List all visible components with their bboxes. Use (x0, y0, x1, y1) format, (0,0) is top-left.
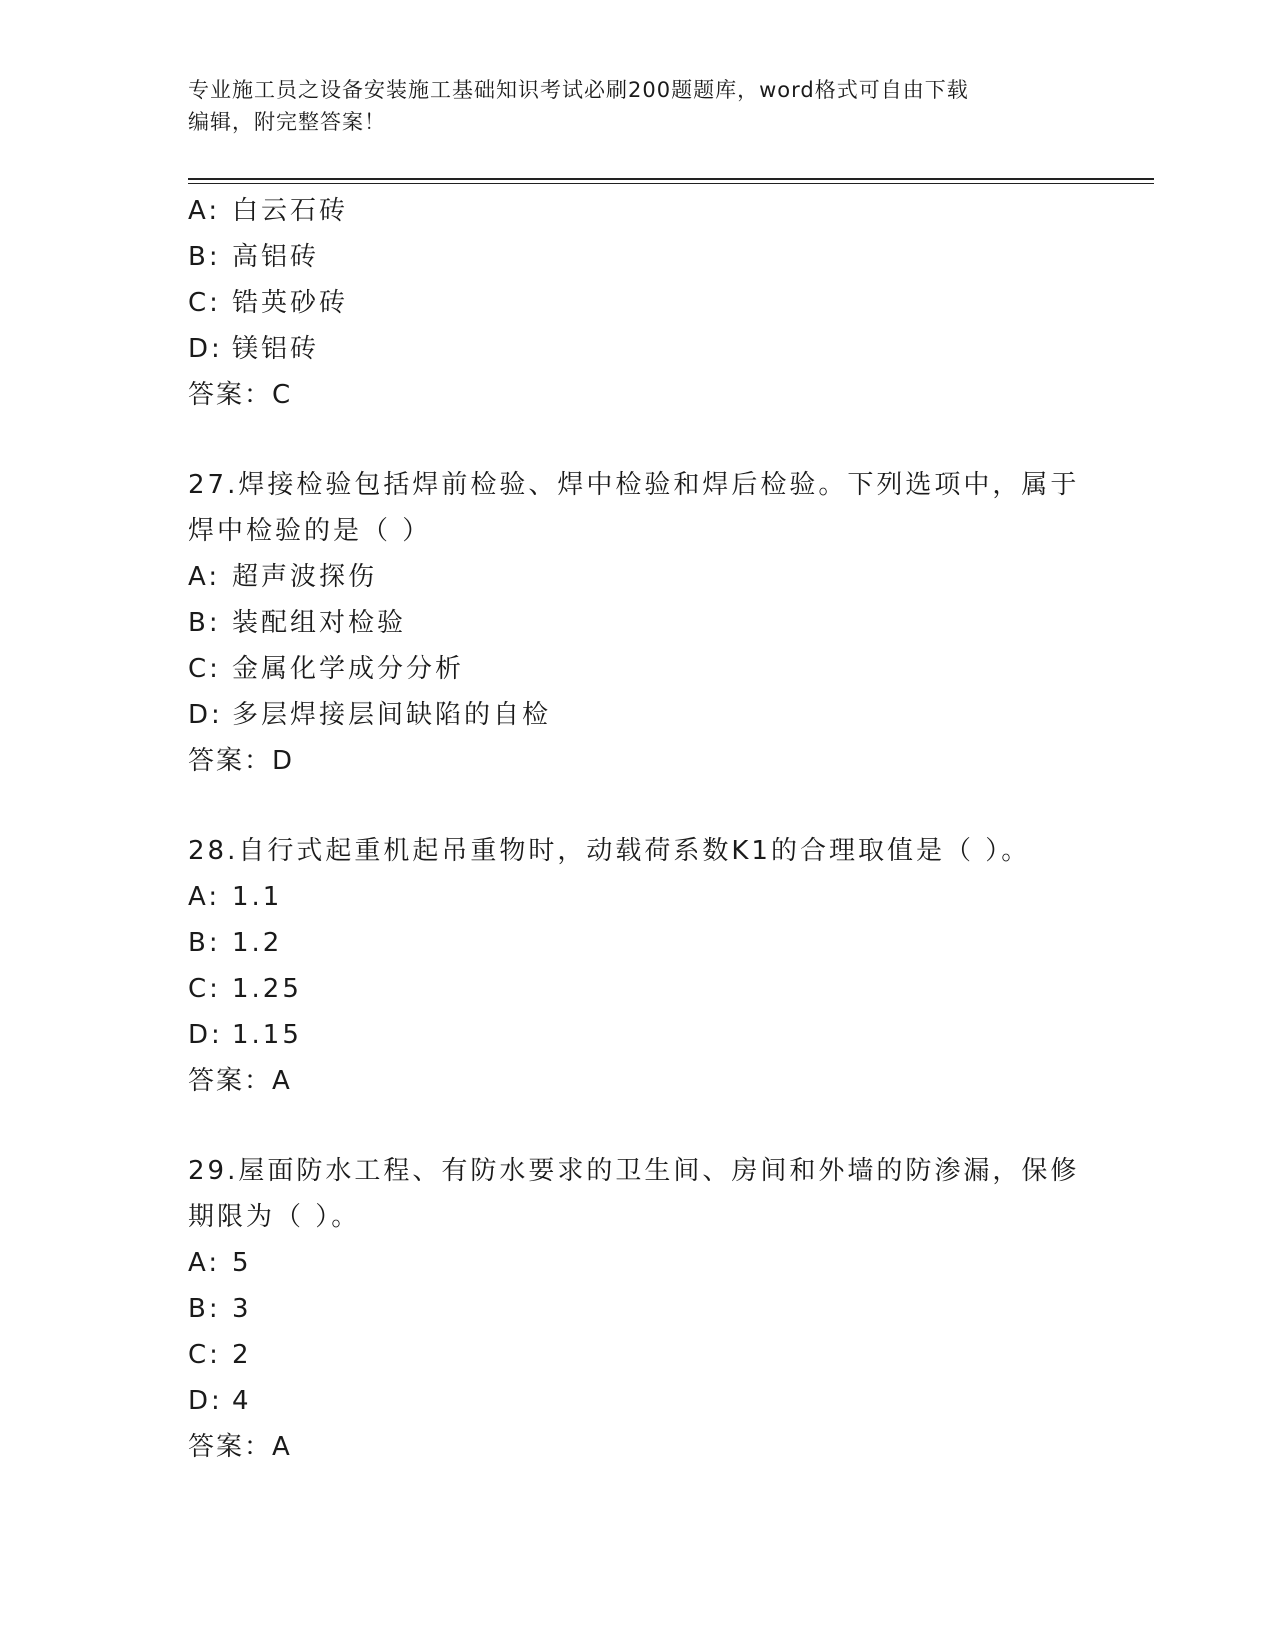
answer-line: 答案：A (188, 1066, 292, 1096)
question-29 (188, 1148, 1088, 1470)
option-a (188, 554, 1088, 600)
answer-line: 答案：D (188, 746, 295, 776)
option-text: 锆英砂砖 (232, 288, 349, 318)
option-letter: C: (188, 1340, 221, 1370)
question-28 (188, 828, 1088, 1104)
option-text: 装配组对检验 (232, 608, 407, 638)
option-letter: A: (188, 196, 221, 226)
question-stem-line-1: 27.焊接检验包括焊前检验、焊中检验和焊后检验。下列选项中，属于 (188, 470, 1080, 500)
option-text: 超声波探伤 (232, 562, 378, 592)
header-divider-thick (188, 178, 1154, 180)
option-a (188, 874, 1088, 920)
option-a (188, 1240, 1088, 1286)
option-letter: B: (188, 608, 221, 638)
option-d (188, 1378, 1088, 1424)
option-text: 1.2 (232, 928, 283, 958)
option-text: 2 (232, 1340, 252, 1370)
question-stem-line-1: 28.自行式起重机起吊重物时，动载荷系数K1的合理取值是（ ）。 (188, 836, 1031, 866)
answer-line: 答案：C (188, 380, 293, 410)
option-text: 金属化学成分分析 (232, 654, 465, 684)
option-text: 1.25 (232, 974, 302, 1004)
option-text: 白云石砖 (232, 196, 349, 226)
option-letter: D: (188, 1020, 223, 1050)
option-a (188, 188, 1088, 234)
option-c (188, 1332, 1088, 1378)
option-text: 3 (232, 1294, 252, 1324)
option-c (188, 966, 1088, 1012)
option-b (188, 1286, 1088, 1332)
spacer (188, 784, 1088, 828)
header-line-2: 编辑，附完整答案！ (188, 110, 386, 134)
option-c (188, 280, 1088, 326)
option-text: 1.15 (232, 1020, 302, 1050)
option-c (188, 646, 1088, 692)
question-27 (188, 462, 1088, 784)
option-d (188, 1012, 1088, 1058)
option-b (188, 234, 1088, 280)
option-letter: D: (188, 334, 223, 364)
answer-line: 答案：A (188, 1432, 292, 1462)
option-letter: C: (188, 654, 221, 684)
option-letter: A: (188, 562, 221, 592)
option-text: 多层焊接层间缺陷的自检 (232, 700, 552, 730)
option-letter: B: (188, 1294, 221, 1324)
option-letter: A: (188, 1248, 221, 1278)
option-b (188, 920, 1088, 966)
option-text: 1.1 (232, 882, 283, 912)
option-letter: C: (188, 974, 221, 1004)
question-stem-line-1: 29.屋面防水工程、有防水要求的卫生间、房间和外墙的防渗漏，保修 (188, 1156, 1080, 1186)
option-letter: D: (188, 700, 223, 730)
option-letter: C: (188, 288, 221, 318)
option-text: 5 (232, 1248, 252, 1278)
question-stem-line-2: 焊中检验的是（ ） (188, 516, 432, 546)
option-letter: B: (188, 928, 221, 958)
spacer (188, 418, 1088, 462)
header-divider-thin (188, 183, 1154, 184)
question-stem-line-2: 期限为（ ）。 (188, 1202, 361, 1232)
option-b (188, 600, 1088, 646)
option-text: 高铝砖 (232, 242, 320, 272)
spacer (188, 1104, 1088, 1148)
option-letter: B: (188, 242, 221, 272)
document-header (188, 74, 1088, 138)
question-26 (188, 188, 1088, 418)
header-line-1: 专业施工员之设备安装施工基础知识考试必刷200题题库，word格式可自由下载 (188, 78, 969, 102)
option-text: 4 (232, 1386, 252, 1416)
option-d (188, 692, 1088, 738)
question-list (188, 188, 1088, 1470)
option-letter: D: (188, 1386, 223, 1416)
option-text: 镁铝砖 (232, 334, 320, 364)
option-d (188, 326, 1088, 372)
option-letter: A: (188, 882, 221, 912)
